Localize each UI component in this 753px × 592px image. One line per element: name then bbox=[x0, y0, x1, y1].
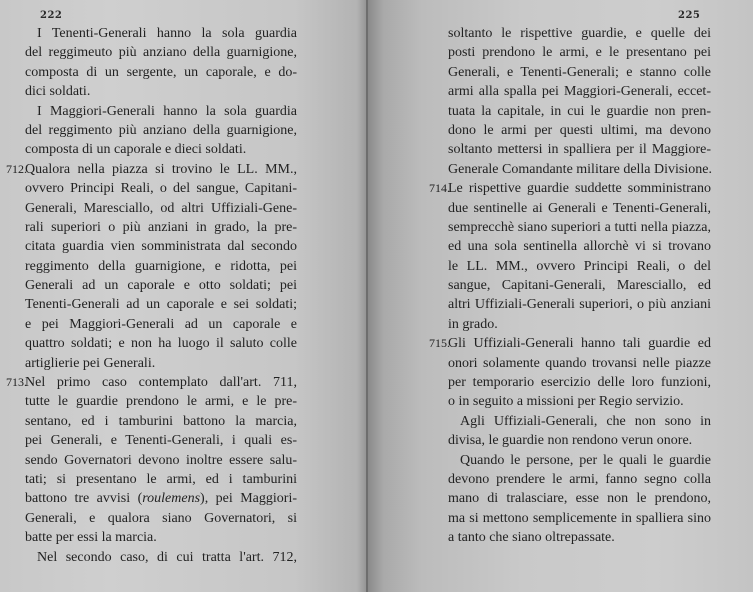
text-line bbox=[6, 373, 297, 392]
text-line bbox=[25, 140, 297, 159]
text-line bbox=[25, 451, 297, 470]
line-text: Gli Uffiziali-Generali hanno tali guardie ed bbox=[448, 336, 711, 352]
line-text: composta di un sergente, un caporale, e do- bbox=[25, 64, 297, 80]
line-text: I Maggiori-Generali hanno la sola guardia bbox=[37, 103, 297, 119]
line-text: Agli Uffiziali-Generali, che non sono in bbox=[460, 413, 711, 429]
page-number: 225 bbox=[678, 10, 701, 21]
text-line bbox=[25, 528, 297, 547]
line-text: Tenenti-Generali ad un caporale e sei soldati; bbox=[25, 297, 297, 313]
text-line bbox=[448, 315, 711, 334]
line-text: dici soldati. bbox=[25, 84, 91, 100]
text-segment: battono tre avvisi ( bbox=[25, 491, 143, 507]
text-line bbox=[25, 102, 297, 121]
line-text: tati; si presentano le armi, ed i tamburini bbox=[25, 471, 297, 487]
text-line bbox=[448, 509, 711, 528]
line-text: sangue, Capitani-Generali, Maresciallo, ed bbox=[448, 278, 711, 294]
text-line bbox=[25, 218, 297, 237]
text-line bbox=[448, 470, 711, 489]
line-text: composta di un caporale e dieci soldati. bbox=[25, 142, 247, 158]
text-line bbox=[448, 295, 711, 314]
text-line bbox=[448, 276, 711, 295]
line-text: sendo Governatori devono inoltre essere salu- bbox=[25, 452, 297, 468]
text-line bbox=[448, 392, 711, 411]
text-segment: ), pei Maggiori- bbox=[200, 491, 297, 507]
line-text: batte per essi la marcia. bbox=[25, 530, 157, 546]
line-text: Qualora nella piazza si trovino le LL. MM., bbox=[25, 161, 297, 177]
text-line bbox=[448, 237, 711, 256]
line-text: divisa, le guardie non rendono verun onore. bbox=[448, 433, 693, 449]
line-text: o in seguito a missioni per Regio servizio. bbox=[448, 394, 684, 410]
line-text: sentano, ed i tamburini battono la marcia, bbox=[25, 413, 297, 429]
text-line bbox=[25, 121, 297, 140]
line-text: tuata la capitale, in cui le guardie non pren- bbox=[448, 103, 711, 119]
article-number: 712. bbox=[6, 161, 27, 176]
line-text: Generale Comandante militare della Divisione. bbox=[448, 161, 712, 177]
text-line bbox=[25, 43, 297, 62]
text-line bbox=[448, 528, 711, 547]
line-text: armi alla spalla pei Maggiori-Generali, eccet- bbox=[448, 84, 711, 100]
line-text: le LL. MM., ovvero Principi Reali, o del bbox=[448, 258, 711, 274]
text-line bbox=[25, 315, 297, 334]
text-line bbox=[25, 392, 297, 411]
line-text: altri Uffiziali-Generali superiori, o più anziani bbox=[448, 297, 711, 313]
line-text: semprecchè siano superiori a tutti nella piazza, bbox=[448, 219, 711, 235]
text-line bbox=[429, 334, 711, 353]
line-text: tutte le guardie prendono le armi, e le pre- bbox=[25, 394, 297, 410]
text-line bbox=[25, 24, 297, 43]
line-text: soltanto mettersi in spalliera per il Maggiore- bbox=[448, 142, 711, 158]
line-text: reggimento della guarnigione, e ridotta, pei bbox=[25, 258, 297, 274]
text-line bbox=[25, 412, 297, 431]
text-line bbox=[25, 354, 297, 373]
text-line bbox=[25, 237, 297, 256]
line-text: dono le armi per questi ultimi, ma devono bbox=[448, 122, 711, 138]
text-line bbox=[25, 470, 297, 489]
line-text: per temporario esercizio delle loro funzioni, bbox=[448, 375, 711, 391]
text-line bbox=[25, 295, 297, 314]
line-text: del reggimeuto più anziano della guarnigione, bbox=[25, 45, 297, 61]
text-line bbox=[448, 160, 711, 179]
line-text: Nel primo caso contemplato dall'art. 711, bbox=[25, 375, 297, 391]
right-page-text bbox=[429, 24, 712, 548]
text-line bbox=[448, 121, 711, 140]
text-line bbox=[25, 489, 297, 508]
text-line bbox=[25, 63, 297, 82]
line-text: mano di tralasciare, esse non le prendono, bbox=[448, 491, 711, 507]
text-line bbox=[448, 199, 711, 218]
text-line bbox=[25, 82, 297, 101]
line-text: ma si mettono semplicemente in spalliera sino bbox=[448, 510, 711, 526]
line-text: Generali ad un caporale e otto soldati; pei bbox=[25, 278, 297, 294]
page-number: 222 bbox=[40, 10, 63, 21]
text-line bbox=[448, 102, 711, 121]
line-text: Generali, Maresciallo, od altri Uffiziali-Gene- bbox=[25, 200, 297, 216]
article-number: 715. bbox=[429, 336, 450, 351]
text-line bbox=[448, 412, 711, 431]
line-text: Quando le persone, per le quali le guardie bbox=[460, 452, 711, 468]
line-text: e pei Maggiori-Generali ad un caporale e bbox=[25, 316, 297, 332]
text-line bbox=[6, 160, 297, 179]
text-line bbox=[25, 179, 297, 198]
text-line bbox=[448, 24, 711, 43]
text-line bbox=[448, 82, 711, 101]
line-text: pei Generali, e Tenenti-Generali, i quali es- bbox=[25, 433, 297, 449]
line-text: devono prendere le armi, fanno segno colla bbox=[448, 471, 711, 487]
line-text: quattro soldati; e non ha luogo il saluto colle bbox=[25, 336, 297, 352]
line-text: artiglierie pei Generali. bbox=[25, 355, 156, 371]
right-page bbox=[368, 0, 753, 592]
book-gutter bbox=[366, 0, 368, 592]
text-line bbox=[448, 257, 711, 276]
line-text: due sentinelle ai Generali e Tenenti-Generali, bbox=[448, 200, 711, 216]
text-line bbox=[25, 548, 297, 567]
line-text: Nel secondo caso, di cui tratta l'art. 712, bbox=[37, 549, 297, 565]
text-line bbox=[448, 140, 711, 159]
text-line bbox=[448, 431, 711, 450]
text-line bbox=[25, 257, 297, 276]
line-text: rali superiori o più anziani in grado, la pre- bbox=[25, 219, 297, 235]
text-line bbox=[448, 373, 711, 392]
text-line bbox=[429, 179, 711, 198]
line-text: del reggimento più anziano della guarnigione, bbox=[25, 122, 297, 138]
article-number: 714. bbox=[429, 181, 450, 196]
text-line bbox=[448, 354, 711, 373]
line-text: onori solamente quando trovansi nelle piazze bbox=[448, 355, 711, 371]
text-line bbox=[25, 509, 297, 528]
line-text: posti prendono le armi, e le presentano pei bbox=[448, 45, 711, 61]
text-line bbox=[25, 431, 297, 450]
article-number: 713. bbox=[6, 375, 27, 390]
text-line bbox=[25, 334, 297, 353]
text-line bbox=[448, 489, 711, 508]
line-text: in grado. bbox=[448, 316, 498, 332]
text-line bbox=[448, 43, 711, 62]
line-text: Le rispettive guardie suddette somministrano bbox=[448, 181, 711, 197]
line-text: I Tenenti-Generali hanno la sola guardia bbox=[37, 26, 297, 41]
left-page bbox=[0, 0, 368, 592]
line-text: Generali, e qualora siano Governatori, si bbox=[25, 510, 297, 526]
line-text: citata guardia vien somministrata dal secondo bbox=[25, 239, 297, 255]
line-text: soltanto le rispettive guardie, e quelle dei bbox=[448, 26, 711, 41]
line-text: Generali, e Tenenti-Generali; e stanno colle bbox=[448, 64, 711, 80]
text-line bbox=[25, 199, 297, 218]
text-line bbox=[448, 63, 711, 82]
line-text: ed una sola sentinella allorchè vi si trovano bbox=[448, 239, 711, 255]
text-line bbox=[448, 218, 711, 237]
text-line bbox=[448, 451, 711, 470]
italic-term: roulemens bbox=[142, 491, 201, 507]
left-page-text bbox=[6, 24, 297, 567]
line-text: a tanto che siano oltrepassate. bbox=[448, 530, 615, 546]
line-text: ovvero Principi Reali, o del sangue, Capitani- bbox=[25, 181, 297, 197]
text-line bbox=[25, 276, 297, 295]
